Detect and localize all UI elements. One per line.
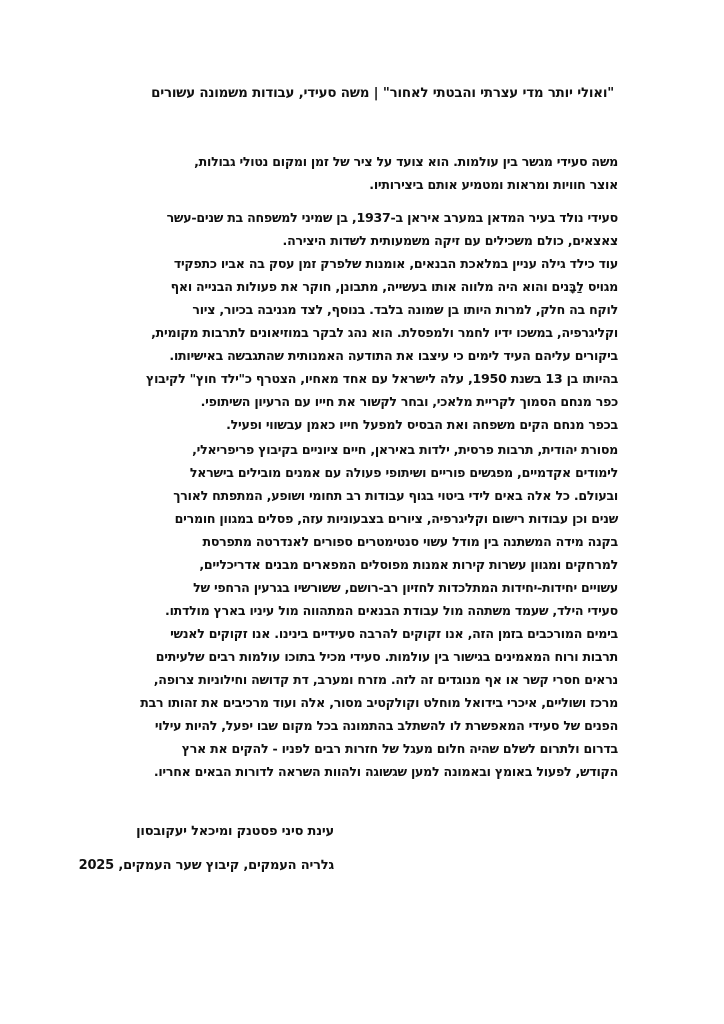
paragraph-line: למרחקים ומגוון עשרות קירות אמנות מפוסלים המפארים מבנים אדריכליים, bbox=[199, 557, 618, 572]
page-title: "ואולי יותר מדי עצרתי והבטתי לאחור" | משה סעידי, עבודות משמונה עשורים bbox=[151, 86, 614, 101]
paragraph-line: בקנה מידה המשתנה בין מודל עשוי סנטימטרים ספורים לאנדרטה מתפרסת bbox=[202, 534, 618, 549]
paragraph-line: מסורת יהודית, תרבות פרסית, ילדות באיראן, חיים ציוניים בקיבוץ פריפריאלי, bbox=[192, 442, 618, 457]
paragraph-line: סעידי נולד בעיר המדאן במערב איראן ב-1937, בן שמיני למשפחה בת שנים-עשר bbox=[166, 210, 618, 225]
paragraph-line: עשויים יחידות-יחידות המתלכדות לחזיון רב-רושם, ששורשיו בגרעין הרחפי של bbox=[193, 580, 618, 595]
gallery-location-date: גלריה העמקים, קיבוץ שער העמקים, 2025 bbox=[78, 858, 334, 873]
paragraph-1 bbox=[98, 150, 618, 196]
paragraph-line: משה סעידי מגשר בין עולמות. הוא צועד על ציר של זמן ומקום נטולי גבולות, bbox=[194, 154, 618, 169]
curators-signature: עינת סיני פסטנק ומיכאל יעקובסון bbox=[136, 824, 334, 839]
paragraph-line: תרבות ורוח המאמינים בגישור בין עולמות. סעידי מכיל בתוכו עולמות רבים שלעיתים bbox=[155, 649, 618, 664]
paragraph-line: בימים המורכבים בזמן הזה, אנו זקוקים להרבה סעידיים בינינו. אנו זקוקים לאנשי bbox=[170, 626, 618, 641]
paragraph-line: לימודים אקדמיים, מפגשים פוריים ושיתופי פעולה עם אמנים מובילים בישראל bbox=[189, 465, 618, 480]
paragraph-line: וקליגרפיה, במשכו ידיו לחמר ולמפסלת. הוא נהג לבקר במוזיאונים לתרבות מקומית, bbox=[151, 325, 618, 340]
paragraph-4 bbox=[98, 622, 618, 783]
paragraph-2 bbox=[98, 206, 618, 436]
paragraph-line: לוקח בה חלק, למרות היותו בן שמונה בלבד. בנוסף, לצד מגניבה בכיור, ציור bbox=[192, 302, 618, 317]
paragraph-line: שנים וכן עבודות רישום וקליגרפיה, ציורים בצבעוניות עזה, פסלים במגוון חומרים bbox=[174, 511, 618, 526]
paragraph-line: ובעולם. כל אלה באים לידי ביטוי בגוף עבודות רב תחומי ושופע, המתפתח לאורך bbox=[173, 488, 618, 503]
paragraph-line: סעידי הילד, שעמד משתהה מול עבודת הבנאים המתהווה מול עיניו בארץ מולדתו. bbox=[165, 603, 618, 618]
paragraph-line: מגויס לַבָּנים והוא היה מלווה אותו בעשייה, מתבונן, חוקר את פעולות הבנייה ואף bbox=[170, 279, 618, 294]
paragraph-line: עוד כילד גילה עניין במלאכת הבנאים, אומנות שלפרק זמן עסק בה אביו כתפקיד bbox=[173, 256, 618, 271]
paragraph-line: אוצר חוויות ומראות ומטמיע אותם ביצירותיו. bbox=[369, 177, 618, 192]
paragraph-line: ביקורים עליהם העיד לימים כי עיצבו את התודעה האמנותית שהתגבשה באישיותו. bbox=[169, 348, 618, 363]
paragraph-line: בכפר מנחם הקים משפחה ואת הבסיס למפעל חייו כאמן עבשווי ופעיל. bbox=[226, 417, 618, 432]
paragraph-line: בהיותו בן 13 בשנת 1950, עלה לישראל עם אחד מאחיו, הצטרף כ"ילד חוץ" לקיבוץ bbox=[146, 371, 618, 386]
paragraph-line: הקודש, לפעול באומץ ובאמונה למען שגשוגה ולהוות השראה לדורות הבאים אחריו. bbox=[153, 764, 618, 779]
paragraph-line: צאצאים, כולם משכילים עם זיקה משמעותית לשדות היצירה. bbox=[282, 233, 618, 248]
paragraph-line: מרכז ושוליים, איכרי בידואל מוחלט וקולקטיב מסור, אלה ועוד מרכיבים את זהותו רבת bbox=[140, 695, 618, 710]
paragraph-line: כפר מנחם הסמוך לקריית מלאכי, ובחר לקשור את חייו עם הרעיון השיתופי. bbox=[200, 394, 618, 409]
paragraph-3 bbox=[98, 438, 618, 622]
paragraph-line: הפנים של סעידי המאפשרת לו להשתלב בהתמונה בכל מקום שבו יפעל, להיות עילוי bbox=[154, 718, 618, 733]
paragraph-line: בדרום ולתרום לשלם שהיה חלום מעגל של חזרות רבים לפניו - להקים את ארץ bbox=[181, 741, 618, 756]
paragraph-line: נראים חסרי קשר או אף מנוגדים זה לזה. מזרח ומערב, דת קדושה וחילוניות צרופה, bbox=[153, 672, 618, 687]
